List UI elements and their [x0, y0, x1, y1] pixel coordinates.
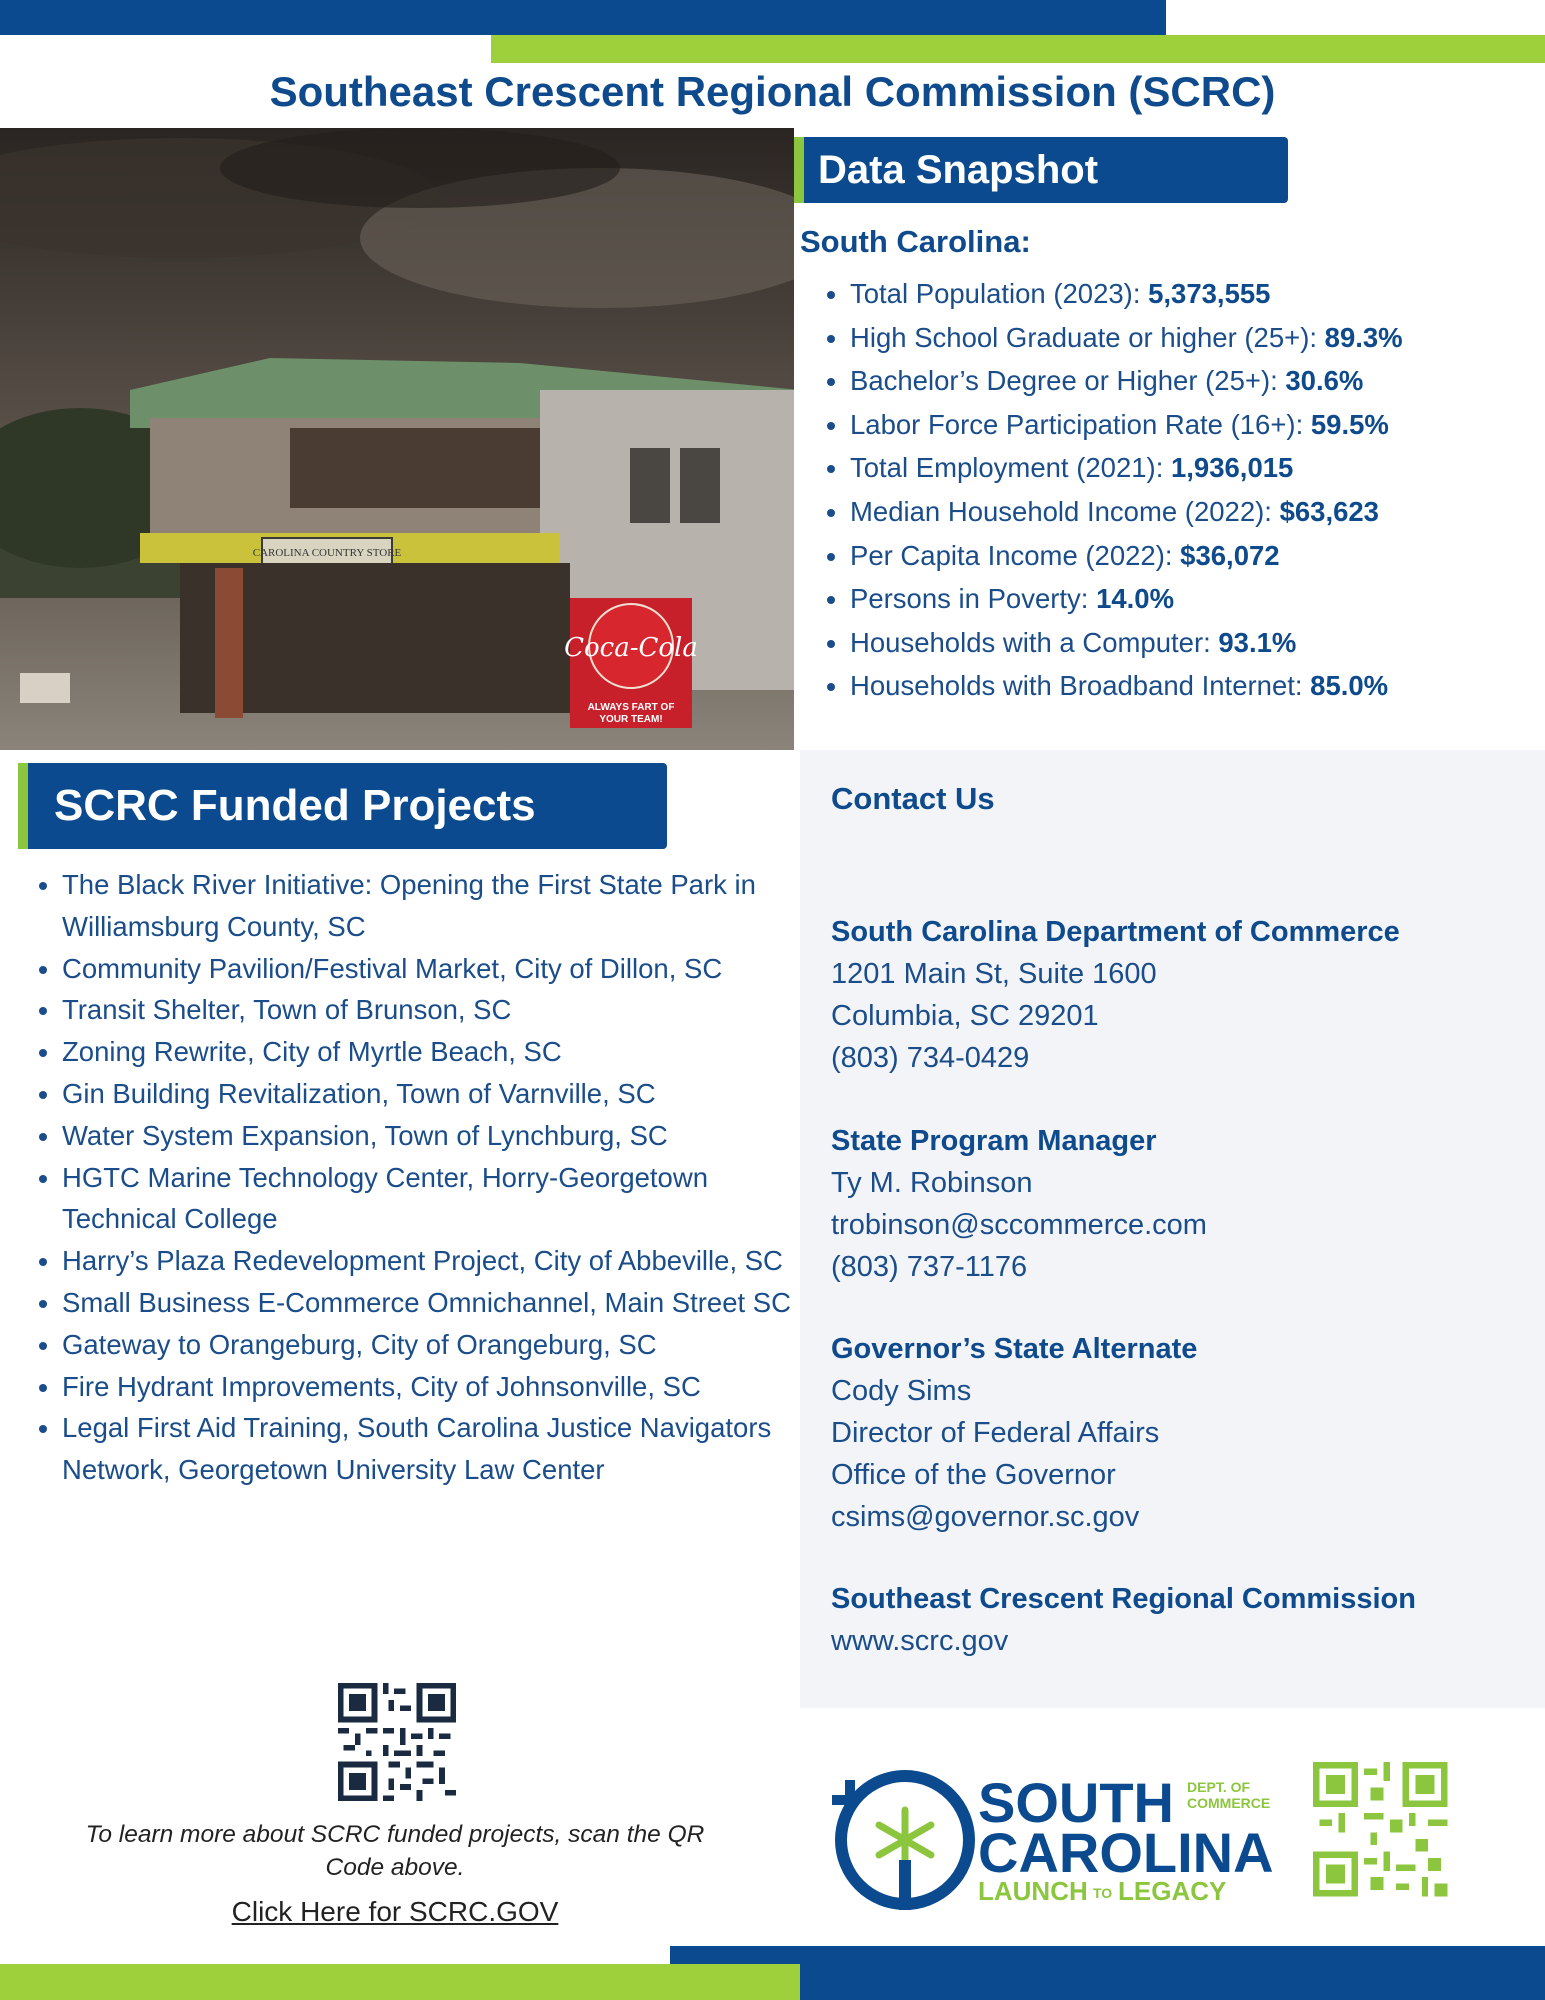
country-store-photo: [0, 128, 794, 750]
project-item: • The Black River Initiative: Opening the First State Park in Williamsburg County, SC: [62, 864, 792, 948]
bottom-accent-bar-blue: [670, 1946, 1545, 2000]
stat-value: 5,373,555: [1148, 278, 1271, 309]
stat-label: Per Capita Income (2022):: [850, 539, 1181, 571]
dept-address-line-1: 1201 Main St, Suite 1600: [831, 958, 1157, 990]
alternate-office: Office of the Governor: [831, 1459, 1116, 1491]
project-item: • Community Pavilion/Festival Market, City of Dillon, SC: [62, 948, 792, 990]
stat-label: Households with a Computer:: [850, 626, 1219, 658]
dept-phone: (803) 734-0429: [831, 1042, 1030, 1074]
top-accent-bar-blue: [0, 0, 1166, 35]
logo-qr-code-icon: [1313, 1762, 1447, 1896]
stat-label: Median Household Income (2022):: [850, 495, 1280, 527]
stat-label: High School Graduate or higher (25+):: [850, 321, 1325, 353]
stat-label: Persons in Poverty:: [850, 583, 1097, 615]
alternate-contact-block: [831, 1328, 1197, 1538]
project-item: • Legal First Aid Training, South Carolina Justice Navigators Network, Georgetown University Law Center: [62, 1407, 792, 1491]
qr-instruction-note: To learn more about SCRC funded projects, scan the QR Code above.: [85, 1821, 705, 1881]
sign-slogan-1: ALWAYS FART OF: [587, 702, 675, 713]
contact-heading: Contact Us: [831, 781, 995, 816]
sign-slogan-2: YOUR TEAM!: [599, 714, 663, 725]
project-item: • Zoning Rewrite, City of Myrtle Beach, SC: [62, 1031, 792, 1073]
page-title: Southeast Crescent Regional Commission (SCRC): [269, 68, 1276, 115]
logo-south-text: SOUTH: [978, 1771, 1174, 1834]
store-sign-text: CAROLINA COUNTRY STORE: [252, 547, 402, 559]
projects-list: [22, 864, 792, 1491]
manager-phone: (803) 737-1176: [831, 1251, 1028, 1283]
alternate-role: Director of Federal Affairs: [831, 1417, 1160, 1449]
stat-value: $63,623: [1279, 495, 1379, 527]
commission-url[interactable]: www.scrc.gov: [831, 1625, 1009, 1657]
stat-item: [850, 664, 1545, 708]
project-item: • Fire Hydrant Improvements, City of Johnsonville, SC: [62, 1366, 792, 1408]
dept-contact-block: [831, 911, 1400, 1079]
stat-label: Total Employment (2021):: [850, 452, 1171, 484]
top-accent-bar-green: [491, 35, 1545, 63]
coca-cola-sign-text: Coca-Cola: [564, 633, 698, 663]
manager-title: State Program Manager: [831, 1125, 1157, 1157]
logo-dept-of-text: DEPT. OF: [1187, 1779, 1251, 1795]
stat-label: Bachelor’s Degree or Higher (25+):: [850, 365, 1286, 397]
stat-label: Labor Force Participation Rate (16+):: [850, 408, 1311, 440]
stat-item: [850, 272, 1545, 316]
stat-item: [850, 490, 1545, 534]
stat-label: Households with Broadband Internet:: [850, 670, 1311, 702]
launch-emblem-icon: [832, 1776, 969, 1910]
manager-contact-block: [831, 1120, 1207, 1288]
stat-value: 85.0%: [1310, 670, 1389, 702]
project-item: • Water System Expansion, Town of Lynchburg, SC: [62, 1115, 792, 1157]
stat-value: 89.3%: [1324, 321, 1403, 353]
alternate-title: Governor’s State Alternate: [831, 1333, 1198, 1365]
manager-name: Ty M. Robinson: [831, 1167, 1033, 1199]
state-heading: South Carolina:: [800, 224, 1031, 259]
alternate-email[interactable]: csims@governor.sc.gov: [831, 1501, 1140, 1533]
stat-item: [850, 316, 1545, 360]
scrc-gov-link[interactable]: Click Here for SCRC.GOV: [231, 1896, 559, 1927]
projects-qr-code-icon[interactable]: [338, 1683, 456, 1801]
data-snapshot-heading: Data Snapshot: [794, 137, 1288, 203]
stat-item: [850, 534, 1545, 578]
project-item: • Harry’s Plaza Redevelopment Project, City of Abbeville, SC: [62, 1240, 792, 1282]
stats-list: [808, 272, 1545, 708]
project-item: • Gin Building Revitalization, Town of Varnville, SC: [62, 1073, 792, 1115]
commission-contact-block: [831, 1578, 1416, 1662]
project-item: • HGTC Marine Technology Center, Horry-Georgetown Technical College: [62, 1157, 792, 1241]
logo-to-text: TO: [1093, 1885, 1113, 1901]
commission-name: Southeast Crescent Regional Commission: [831, 1583, 1416, 1615]
stat-value: 14.0%: [1096, 583, 1175, 615]
stat-item: [850, 446, 1545, 490]
stat-item: [850, 403, 1545, 447]
stat-item: [850, 359, 1545, 403]
project-item: • Transit Shelter, Town of Brunson, SC: [62, 989, 792, 1031]
alternate-name: Cody Sims: [831, 1375, 972, 1407]
stat-item: [850, 577, 1545, 621]
bottom-accent-bar-green: [0, 1964, 800, 2000]
stat-value: 93.1%: [1218, 626, 1297, 658]
dept-name: South Carolina Department of Commerce: [831, 916, 1400, 948]
logo-carolina-text: CAROLINA: [978, 1821, 1274, 1884]
stat-value: 1,936,015: [1170, 452, 1294, 484]
stat-value: 59.5%: [1310, 408, 1389, 440]
project-item: • Small Business E-Commerce Omnichannel, Main Street SC: [62, 1282, 792, 1324]
logo-legacy-text: LEGACY: [1118, 1876, 1227, 1906]
project-item: • Gateway to Orangeburg, City of Orangeburg, SC: [62, 1324, 792, 1366]
sc-commerce-logo: [810, 1750, 1545, 1910]
stat-value: 30.6%: [1285, 365, 1364, 397]
stat-value: $36,072: [1180, 539, 1280, 571]
logo-commerce-text: COMMERCE: [1187, 1795, 1271, 1811]
logo-launch-text: LAUNCH: [978, 1876, 1088, 1906]
dept-address-line-2: Columbia, SC 29201: [831, 1000, 1099, 1032]
manager-email-link[interactable]: trobinson@sccommerce.com: [831, 1209, 1207, 1241]
stat-label: Total Population (2023):: [850, 278, 1149, 309]
funded-projects-heading: SCRC Funded Projects: [18, 763, 667, 849]
stat-item: [850, 621, 1545, 665]
